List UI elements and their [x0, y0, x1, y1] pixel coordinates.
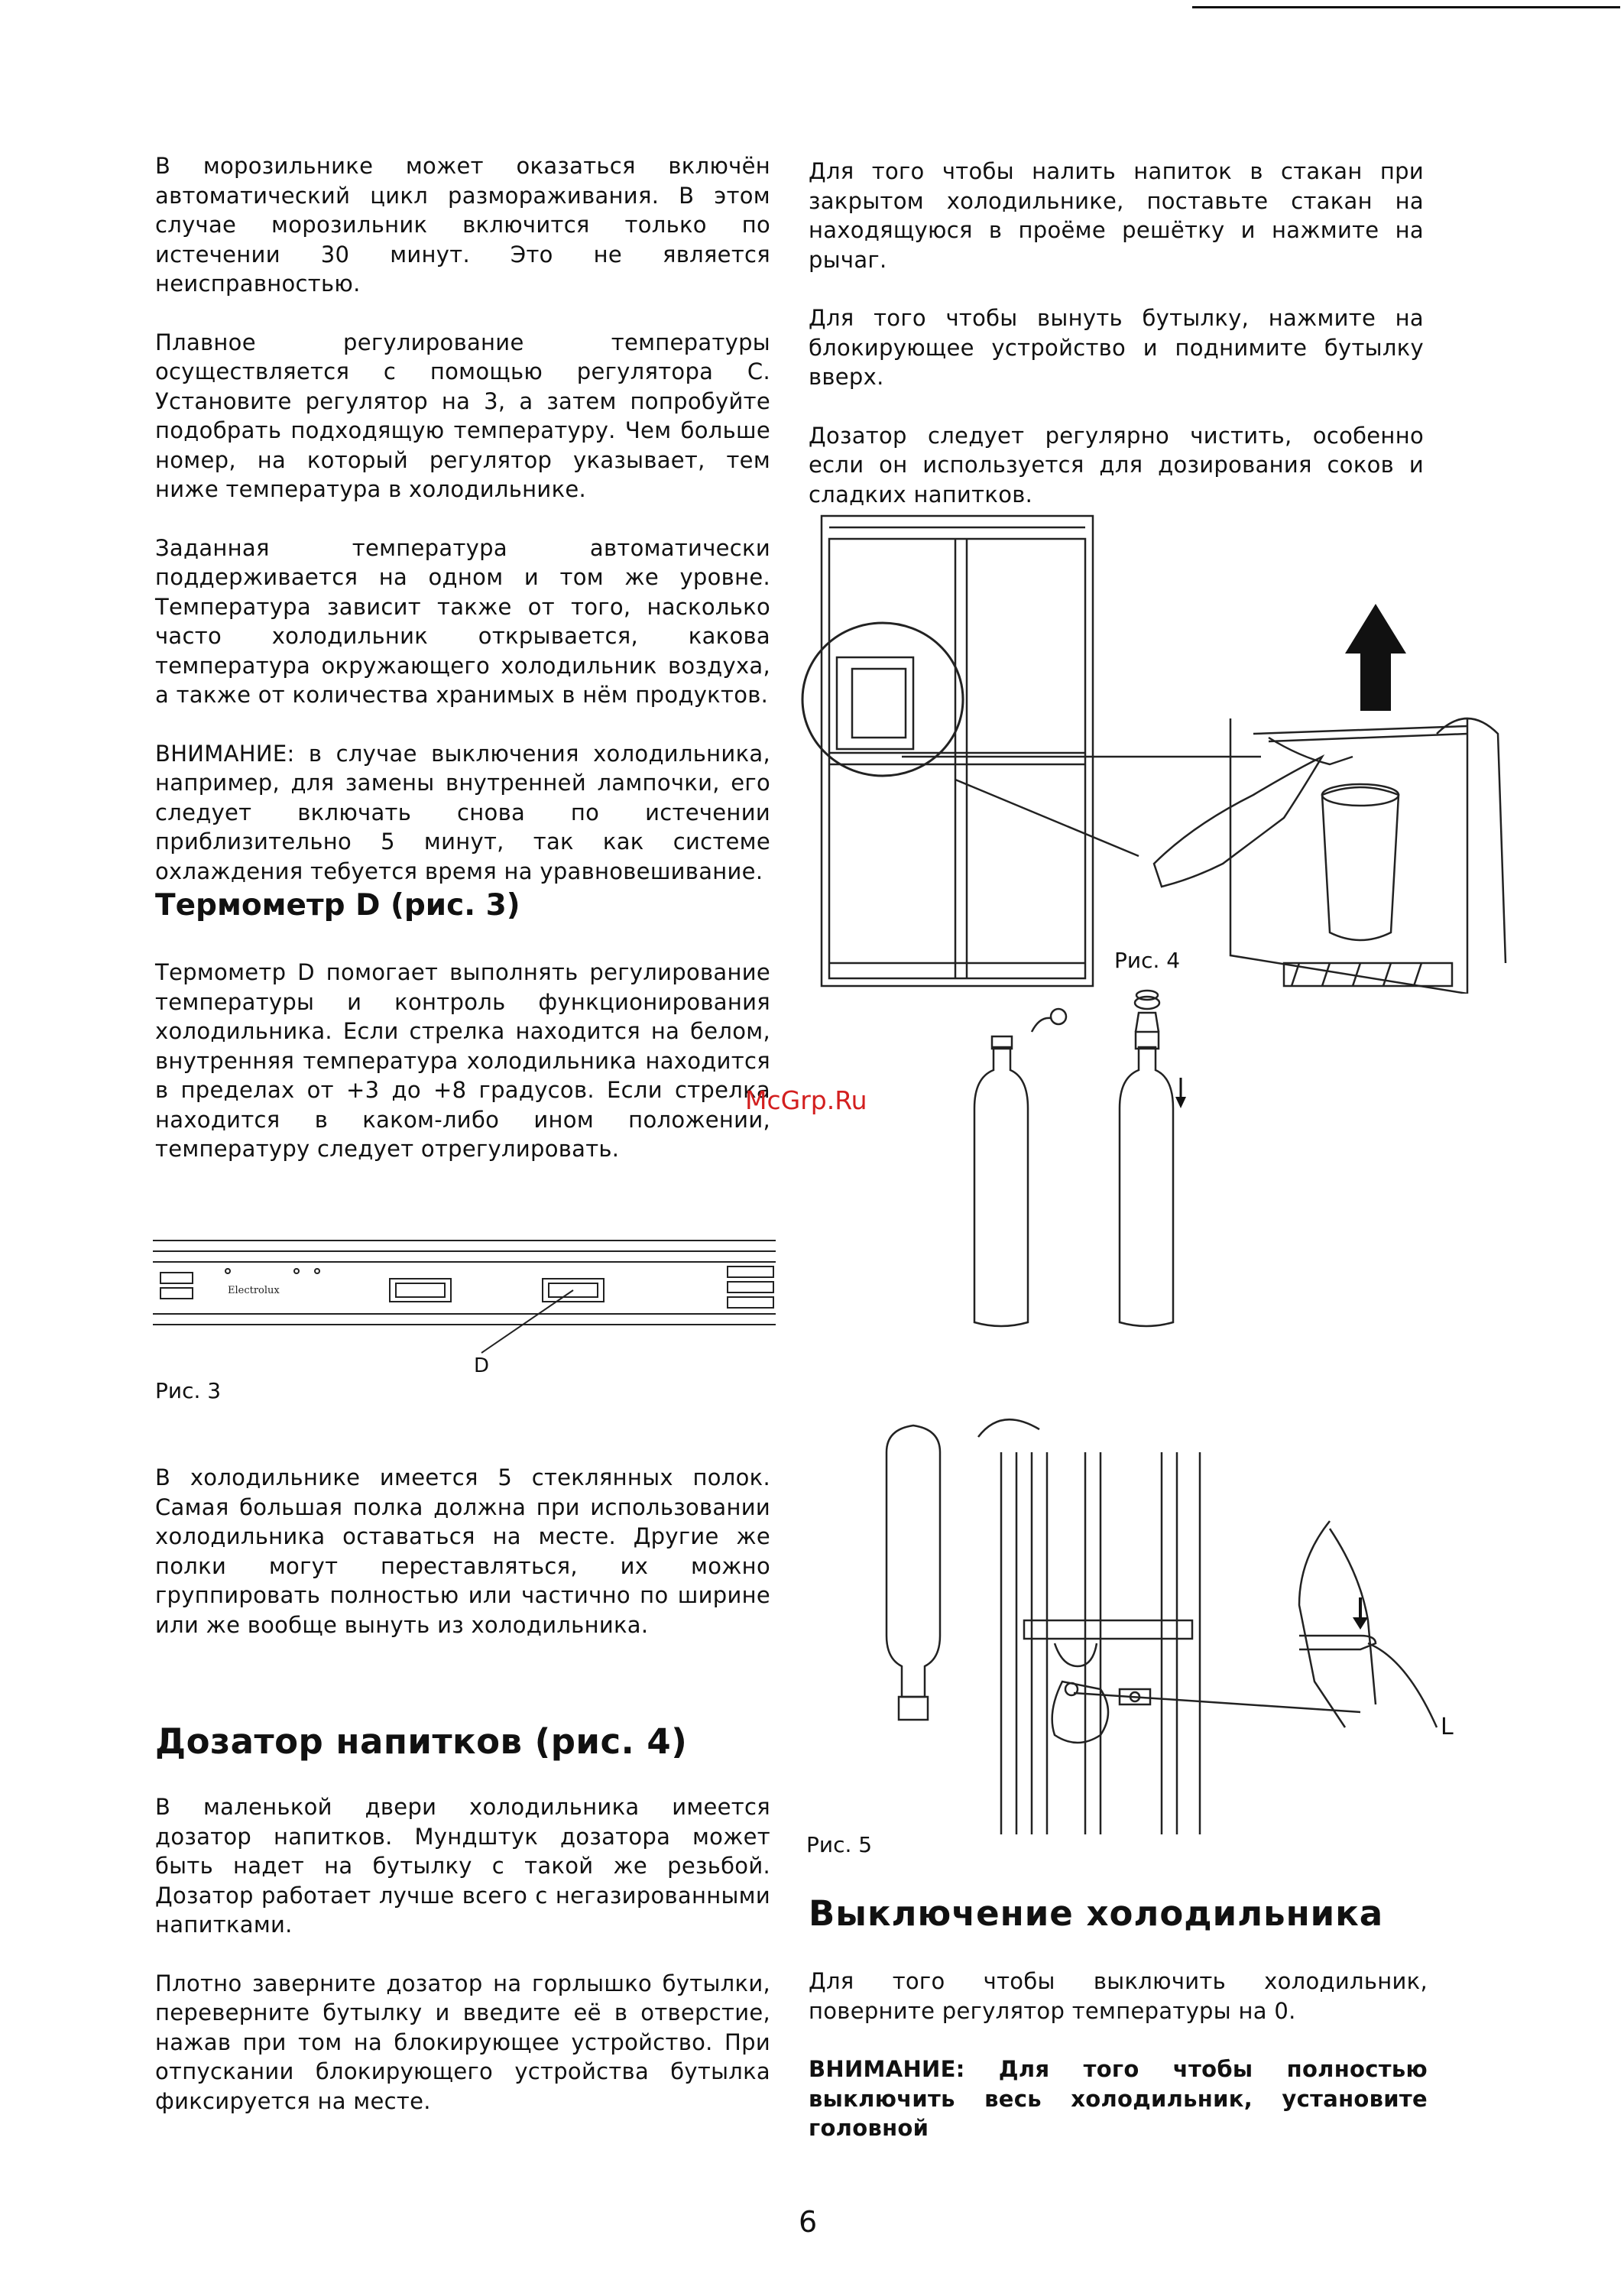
paragraph-temperature-maintenance: Заданная температура автоматически поддерживается на одном и том же уровне. Температура зависит также от того, насколько часто холодильник открывается, какова температура окружающего холодильник воздуха, а также от количества хранимых в нём продуктов. — [155, 534, 770, 708]
paragraph-shutdown: Для того чтобы выключить холодильник, поверните регулятор температуры на 0. — [809, 1968, 1428, 2024]
left-column-thermometer — [155, 958, 770, 1193]
paragraph-defrost: В морозильнике может оказаться включён автоматический цикл размораживания. В этом случае морозильник включится только по истечении 30 минут. Это не является неисправностью. — [155, 153, 770, 297]
right-column-top — [809, 157, 1424, 538]
paragraph-dispenser-install: Плотно заверните дозатор на горлышко бутылки, переверните бутылку и введите её в отверстие, нажав при том на блокирующее устройство. При отпускании блокирующего устройства бутылка фиксируется на месте. — [155, 1970, 770, 2114]
paragraph-temperature-regulation: Плавное регулирование температуры осуществляется с помощью регулятора C. Установите регулятор на 3, а затем попробуйте подобрать подходящую температуру. Чем больше номер, на который регулятор указывает, тем ниже температура в холодильнике. — [155, 329, 770, 502]
paragraph-warning-restart: ВНИМАНИЕ: в случае выключения холодильника, например, для замены внутренней лампочки, его следует включать снова по истечении приблизительно 5 минут, так как системе охлаждения тебуется время на уравновешивание. — [155, 740, 770, 884]
shutdown-heading: Выключение холодильника — [809, 1893, 1384, 1934]
figure-4-bottles — [963, 986, 1192, 1338]
fig5-caption: Рис. 5 — [806, 1832, 873, 1857]
thermometer-heading: Термометр D (рис. 3) — [155, 888, 520, 923]
paragraph-shutdown-warning: ВНИМАНИЕ: Для того чтобы полностью выключить весь холодильник, установите головной — [809, 2056, 1428, 2141]
fig3-label-d: D — [474, 1354, 490, 1377]
fig3-caption: Рис. 3 — [155, 1378, 222, 1403]
paragraph-clean-dispenser: Дозатор следует регулярно чистить, особенно если он используется для дозирования соков и сладких напитков. — [809, 422, 1424, 508]
fig3-brand-label: Electrolux — [228, 1285, 280, 1296]
figure-5-installation — [871, 1406, 1467, 1834]
figure-4-fridge — [795, 504, 1559, 994]
figure-3-pointer — [459, 1284, 581, 1361]
page-number: 6 — [799, 2205, 818, 2239]
right-column-shutdown — [809, 1967, 1428, 2172]
top-rule — [1192, 6, 1620, 8]
paragraph-remove-bottle: Для того чтобы вынуть бутылку, нажмите на блокирующее устройство и поднимите бутылку вверх. — [809, 305, 1424, 390]
paragraph-pour-drink: Для того чтобы налить напиток в стакан при закрытом холодильнике, поставьте стакан на находящуюся в проёме решётку и нажмите на рычаг. — [809, 158, 1424, 273]
fig4-caption: Рис. 4 — [1114, 948, 1181, 973]
fig5-label-l: L — [1441, 1714, 1454, 1740]
watermark: McGrp.Ru — [745, 1085, 867, 1115]
paragraph-shelves: В холодильнике имеется 5 стеклянных полок. Самая большая полка должна при использовании холодильника оставаться на месте. Другие же полки могут переставляться, их можно группировать полностью или частично по ширине или же вообще вынуть из холодильника. — [155, 1464, 770, 1638]
paragraph-dispenser-intro: В маленькой двери холодильника имеется дозатор напитков. Мундштук дозатора может быть надет на бутылку с такой же резьбой. Дозатор работает лучше всего с негазированными напитками. — [155, 1794, 770, 1938]
paragraph-thermometer: Термометр D помогает выполнять регулирование температуры и контроль функционирования холодильника. Если стрелка находится на белом, внутренняя температура холодильника находится в пределах от +3 до +8 градусов. Если стрелка находится в каком-либо ином положении, температуру следует отрегулировать. — [155, 959, 770, 1162]
left-column-top — [155, 151, 770, 915]
dispenser-heading: Дозатор напитков (рис. 4) — [155, 1721, 688, 1762]
left-column-shelves — [155, 1463, 770, 1669]
left-column-dispenser — [155, 1792, 770, 2145]
